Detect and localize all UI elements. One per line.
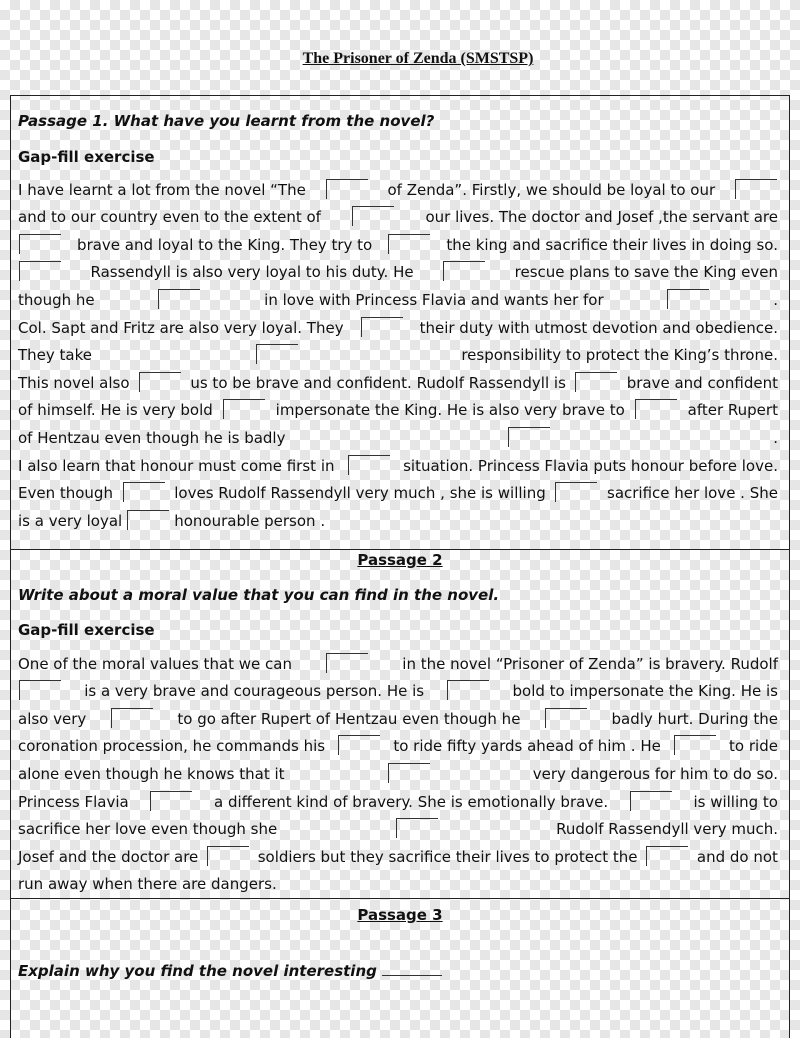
text-line [18,645,778,673]
text-line [18,673,778,701]
text-segment: brave and loyal to the King. They try to [77,235,373,254]
passage-2-text [18,645,778,893]
answer-blank[interactable] [674,735,716,755]
answer-blank[interactable] [635,399,677,419]
answer-blank[interactable] [630,791,672,811]
passage-1-exercise-label: Gap-fill exercise [18,148,155,166]
text-segment: their duty with utmost devotion and obedience. [419,318,778,337]
answer-blank[interactable] [508,427,550,447]
text-line [18,838,778,866]
answer-blank[interactable] [388,234,430,254]
text-segment: of Hentzau even though he is badly [18,428,286,447]
passage-1-text [18,171,778,530]
text-segment: also very [18,709,87,728]
text-segment: a different kind of bravery. She is emotionally brave. [213,792,609,811]
answer-blank[interactable] [326,179,368,199]
passage-1-question: Passage 1. What have you learnt from the novel? [18,112,435,130]
document-title: The Prisoner of Zenda (SMSTSP) [302,50,534,67]
text-segment: loves Rudolf Rassendyll very much , she is willing [174,484,546,503]
answer-blank[interactable] [545,708,587,728]
answer-blank[interactable] [352,206,394,226]
text-segment: very dangerous for him to do so. [532,764,778,783]
text-segment: of himself. He is very bold [18,401,213,420]
text-segment: Princess Flavia [18,792,129,811]
text-segment: . [773,290,778,309]
text-segment: soldiers but they sacrifice their lives to protect the [257,847,638,866]
passage-3-title: Passage 3 [357,906,443,924]
text-segment: Col. Sapt and Fritz are also very loyal. They [18,318,344,337]
text-segment: badly hurt. During the [611,709,778,728]
text-segment: honourable person . [174,511,326,530]
text-line [18,419,778,447]
text-segment: . [773,428,778,447]
answer-blank[interactable] [127,510,169,530]
text-segment: run away when there are dangers. [18,875,277,894]
text-line [18,281,778,309]
text-line [18,502,778,530]
text-segment: Even though [18,484,113,503]
passage-3-question [18,961,442,980]
answer-blank[interactable] [123,482,165,502]
text-segment: brave and confident [626,373,778,392]
answer-blank[interactable] [396,818,438,838]
answer-blank[interactable] [223,399,265,419]
text-segment: bold to impersonate the King. He is [512,682,778,701]
text-line [18,309,778,337]
text-segment: situation. Princess Flavia puts honour before love. [403,456,778,475]
answer-blank[interactable] [361,317,403,337]
text-line [18,700,778,728]
text-segment: Rassendyll is also very loyal to his duty. He [90,263,414,282]
text-line [18,447,778,475]
text-segment: is willing to [693,792,778,811]
text-segment: alone even though he knows that it [18,764,285,783]
passage-3-question-text: Explain why you find the novel interesting [18,962,377,980]
answer-blank[interactable] [139,372,181,392]
answer-blank[interactable] [388,763,430,783]
text-segment: I have learnt a lot from the novel “The [18,180,306,199]
text-segment: our lives. The doctor and Josef ,the servant are [425,208,778,227]
text-segment: though he [18,290,95,309]
text-segment: One of the moral values that we can [18,654,292,673]
text-segment: This novel also [18,373,130,392]
text-segment: and do not [696,847,778,866]
passage-2-title: Passage 2 [357,551,443,569]
answer-line[interactable] [382,961,442,976]
answer-blank[interactable] [207,846,249,866]
text-segment: to ride [729,737,778,756]
text-line [18,254,778,282]
text-segment: us to be brave and confident. Rudolf Rassendyll is [190,373,566,392]
text-segment: Josef and the doctor are [18,847,199,866]
text-line [18,171,778,199]
text-segment: in love with Princess Flavia and wants her for [264,290,604,309]
text-segment: impersonate the King. He is also very brave to [275,401,625,420]
text-line [18,392,778,420]
text-line [18,811,778,839]
text-line [18,364,778,392]
text-segment: I also learn that honour must come first in [18,456,335,475]
text-segment: sacrifice her love . She [607,484,778,503]
text-line [18,755,778,783]
text-line [18,866,778,894]
answer-blank[interactable] [555,482,597,502]
passage-2-question: Write about a moral value that you can find in the novel. [18,586,500,604]
text-segment: in the novel “Prisoner of Zenda” is bravery. Rudolf [402,654,778,673]
text-segment: They take [18,346,92,365]
answer-blank[interactable] [575,372,617,392]
text-segment: and to our country even to the extent of [18,208,321,227]
text-line [18,199,778,227]
text-segment: after Rupert [687,401,778,420]
answer-blank[interactable] [646,846,688,866]
text-segment: Rudolf Rassendyll very much. [556,820,778,839]
passage-2-exercise-label: Gap-fill exercise [18,621,155,639]
answer-blank[interactable] [447,680,489,700]
answer-blank[interactable] [735,179,777,199]
answer-blank[interactable] [256,344,298,364]
text-segment: of Zenda”. Firstly, we should be loyal to our [387,180,716,199]
text-segment: coronation procession, he commands his [18,737,326,756]
answer-blank[interactable] [667,289,709,309]
answer-blank[interactable] [348,455,390,475]
text-segment: is a very brave and courageous person. He is [84,682,425,701]
answer-blank[interactable] [338,735,380,755]
answer-blank[interactable] [19,261,61,281]
text-segment: to go after Rupert of Hentzau even though he [177,709,521,728]
text-line [18,783,778,811]
text-segment: responsibility to protect the King’s throne. [461,346,778,365]
answer-blank[interactable] [443,261,485,281]
answer-blank[interactable] [326,653,368,673]
text-segment: is a very loyal [18,511,123,530]
text-segment: the king and sacrifice their lives in doing so. [446,235,778,254]
answer-blank[interactable] [19,680,61,700]
text-line [18,728,778,756]
text-segment: rescue plans to save the King even [514,263,778,282]
text-line [18,337,778,365]
answer-blank[interactable] [150,791,192,811]
text-line [18,226,778,254]
text-segment: to ride fifty yards ahead of him . He [393,737,661,756]
answer-blank[interactable] [158,289,200,309]
text-line [18,475,778,503]
answer-blank[interactable] [19,234,61,254]
answer-blank[interactable] [111,708,153,728]
text-segment: sacrifice her love even though she [18,820,278,839]
